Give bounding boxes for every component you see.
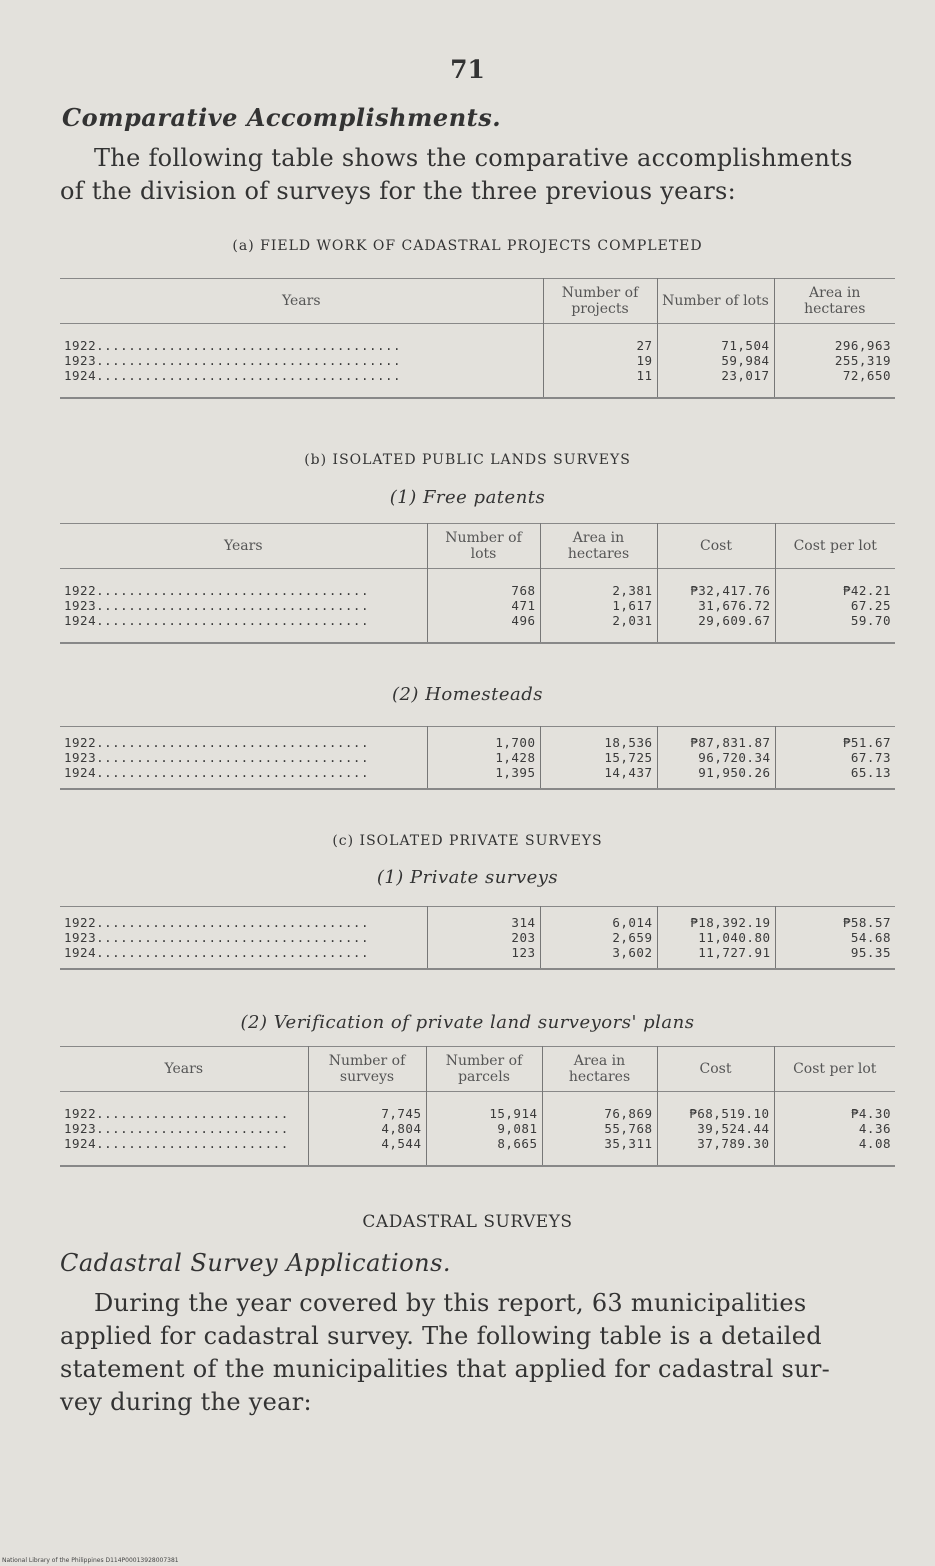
table-cell: 8,665 bbox=[426, 1136, 542, 1166]
table-cell: 11,040.80 bbox=[657, 930, 775, 945]
col-header: Cost per lot bbox=[793, 538, 877, 554]
table-a-caption: (a) FIELD WORK OF CADASTRAL PROJECTS COMPLETED bbox=[232, 238, 703, 254]
col-header: Number of projects bbox=[543, 279, 657, 324]
table-row bbox=[60, 727, 895, 751]
year-cell: 1923...................................... bbox=[60, 353, 543, 368]
table-row bbox=[60, 1121, 895, 1136]
intro-line: The following table shows the comparative accomplishments bbox=[94, 144, 853, 172]
year-cell: 1922.................................. bbox=[60, 907, 427, 931]
table-cell: 255,319 bbox=[834, 353, 891, 368]
table-cell: 3,602 bbox=[540, 945, 657, 969]
table-cell: 203 bbox=[427, 930, 540, 945]
table-row bbox=[60, 930, 895, 945]
table-cell: ₱58.57 bbox=[842, 915, 891, 930]
table-cell: 11 bbox=[543, 368, 657, 398]
table-cell: 39,524.44 bbox=[657, 1121, 774, 1136]
table-b2-caption: (2) Homesteads bbox=[391, 684, 544, 705]
closing-line: vey during the year: bbox=[60, 1388, 312, 1416]
col-header: Years bbox=[60, 524, 427, 569]
table-cell: ₱68,519.10 bbox=[657, 1092, 774, 1122]
table-b1 bbox=[60, 523, 895, 644]
table-row bbox=[60, 945, 895, 969]
table-cell: 15,725 bbox=[540, 750, 657, 765]
col-header: Area in hectares bbox=[542, 1047, 657, 1092]
table-cell: 29,609.67 bbox=[657, 613, 775, 643]
table-a bbox=[60, 278, 895, 399]
table-cell: 14,437 bbox=[540, 765, 657, 789]
col-header: Years bbox=[60, 1047, 308, 1092]
year-cell: 1924.................................. bbox=[60, 613, 427, 643]
section-b-caption: (b) ISOLATED PUBLIC LANDS SURVEYS bbox=[304, 452, 631, 468]
cadastral-heading: CADASTRAL SURVEYS bbox=[362, 1212, 573, 1232]
table-row bbox=[60, 613, 895, 643]
table-cell: 91,950.26 bbox=[657, 765, 775, 789]
table-cell: 96,720.34 bbox=[657, 750, 775, 765]
table-cell: ₱42.21 bbox=[842, 583, 891, 598]
table-cell: 59.70 bbox=[850, 613, 891, 628]
scan-footer: National Library of the Philippines D114P00013928007381 bbox=[2, 1557, 179, 1564]
table-cell: 6,014 bbox=[540, 907, 657, 931]
col-header: Cost per lot bbox=[793, 1061, 877, 1077]
table-b2 bbox=[60, 726, 895, 790]
table-cell: 67.25 bbox=[850, 598, 891, 613]
table-cell: 2,381 bbox=[540, 569, 657, 599]
table-cell: 4.08 bbox=[858, 1136, 891, 1151]
table-cell: 4,544 bbox=[308, 1136, 426, 1166]
table-cell: 123 bbox=[427, 945, 540, 969]
table-row bbox=[60, 765, 895, 789]
page-number: 71 bbox=[450, 55, 485, 84]
table-cell: 7,745 bbox=[308, 1092, 426, 1122]
table-cell: 19 bbox=[543, 353, 657, 368]
table-cell: 471 bbox=[427, 598, 540, 613]
table-b1-caption: (1) Free patents bbox=[389, 487, 546, 508]
table-c2-caption: (2) Verification of private land surveyors' plans bbox=[240, 1012, 695, 1033]
closing-line: statement of the municipalities that applied for cadastral sur- bbox=[60, 1355, 831, 1383]
table-cell: ₱18,392.19 bbox=[657, 907, 775, 931]
table-row bbox=[60, 324, 895, 354]
year-cell: 1924........................ bbox=[60, 1136, 308, 1166]
closing-line: applied for cadastral survey. The following table is a detailed bbox=[60, 1322, 822, 1350]
table-cell: 95.35 bbox=[850, 945, 891, 960]
table-cell: 55,768 bbox=[542, 1121, 657, 1136]
closing-line: During the year covered by this report, 63 municipalities bbox=[94, 1289, 807, 1317]
col-header: Number of surveys bbox=[308, 1047, 426, 1092]
table-cell: 72,650 bbox=[842, 368, 891, 383]
col-header: Number of parcels bbox=[426, 1047, 542, 1092]
table-cell: 496 bbox=[427, 613, 540, 643]
table-cell: 76,869 bbox=[542, 1092, 657, 1122]
table-cell: ₱4.30 bbox=[850, 1106, 891, 1121]
closing-paragraph bbox=[60, 1287, 896, 1419]
table-cell: 1,428 bbox=[427, 750, 540, 765]
year-cell: 1924.................................. bbox=[60, 765, 427, 789]
table-cell: 35,311 bbox=[542, 1136, 657, 1166]
table-cell: 2,659 bbox=[540, 930, 657, 945]
section-heading: Comparative Accomplishments. bbox=[62, 103, 502, 132]
year-cell: 1923.................................. bbox=[60, 930, 427, 945]
table-cell: 1,700 bbox=[427, 727, 540, 751]
col-header: Area in hectares bbox=[540, 524, 657, 569]
table-cell: 11,727.91 bbox=[657, 945, 775, 969]
table-cell: 27 bbox=[543, 324, 657, 354]
section-c-caption: (c) ISOLATED PRIVATE SURVEYS bbox=[332, 833, 603, 849]
intro-paragraph bbox=[60, 142, 896, 208]
table-cell: ₱32,417.76 bbox=[657, 569, 775, 599]
table-cell: 1,617 bbox=[540, 598, 657, 613]
table-cell: 65.13 bbox=[850, 765, 891, 780]
table-cell: 67.73 bbox=[850, 750, 891, 765]
table-row bbox=[60, 750, 895, 765]
table-c1-caption: (1) Private surveys bbox=[376, 867, 559, 888]
year-cell: 1924...................................... bbox=[60, 368, 543, 398]
table-row bbox=[60, 368, 895, 398]
table-cell: 9,081 bbox=[426, 1121, 542, 1136]
table-row bbox=[60, 1092, 895, 1122]
table-cell: 23,017 bbox=[657, 368, 774, 398]
table-cell: 296,963 bbox=[834, 338, 891, 353]
table-cell: 71,504 bbox=[657, 324, 774, 354]
table-row bbox=[60, 907, 895, 931]
year-cell: 1923.................................. bbox=[60, 750, 427, 765]
table-c2 bbox=[60, 1046, 895, 1167]
year-cell: 1922...................................... bbox=[60, 324, 543, 354]
table-cell: ₱51.67 bbox=[842, 735, 891, 750]
table-cell: 1,395 bbox=[427, 765, 540, 789]
table-cell: 314 bbox=[427, 907, 540, 931]
table-cell: 37,789.30 bbox=[657, 1136, 774, 1166]
table-c1 bbox=[60, 906, 895, 970]
col-header: Years bbox=[60, 279, 543, 324]
table-row bbox=[60, 1136, 895, 1166]
year-cell: 1922........................ bbox=[60, 1092, 308, 1122]
year-cell: 1922.................................. bbox=[60, 727, 427, 751]
table-cell: 59,984 bbox=[657, 353, 774, 368]
table-cell: 2,031 bbox=[540, 613, 657, 643]
col-header: Area in hectares bbox=[804, 285, 866, 317]
table-cell: 18,536 bbox=[540, 727, 657, 751]
col-header: Number of lots bbox=[657, 279, 774, 324]
table-row bbox=[60, 569, 895, 599]
table-row bbox=[60, 598, 895, 613]
year-cell: 1924.................................. bbox=[60, 945, 427, 969]
cadastral-subheading: Cadastral Survey Applications. bbox=[60, 1249, 452, 1277]
table-cell: 15,914 bbox=[426, 1092, 542, 1122]
year-cell: 1923........................ bbox=[60, 1121, 308, 1136]
col-header: Cost bbox=[657, 1047, 774, 1092]
col-header: Number of lots bbox=[427, 524, 540, 569]
year-cell: 1923.................................. bbox=[60, 598, 427, 613]
table-cell: ₱87,831.87 bbox=[657, 727, 775, 751]
table-cell: 4.36 bbox=[858, 1121, 891, 1136]
table-cell: 31,676.72 bbox=[657, 598, 775, 613]
intro-line: of the division of surveys for the three previous years: bbox=[60, 177, 737, 205]
table-cell: 768 bbox=[427, 569, 540, 599]
table-cell: 54.68 bbox=[850, 930, 891, 945]
table-cell: 4,804 bbox=[308, 1121, 426, 1136]
col-header: Cost bbox=[657, 524, 775, 569]
table-row bbox=[60, 353, 895, 368]
year-cell: 1922.................................. bbox=[60, 569, 427, 599]
